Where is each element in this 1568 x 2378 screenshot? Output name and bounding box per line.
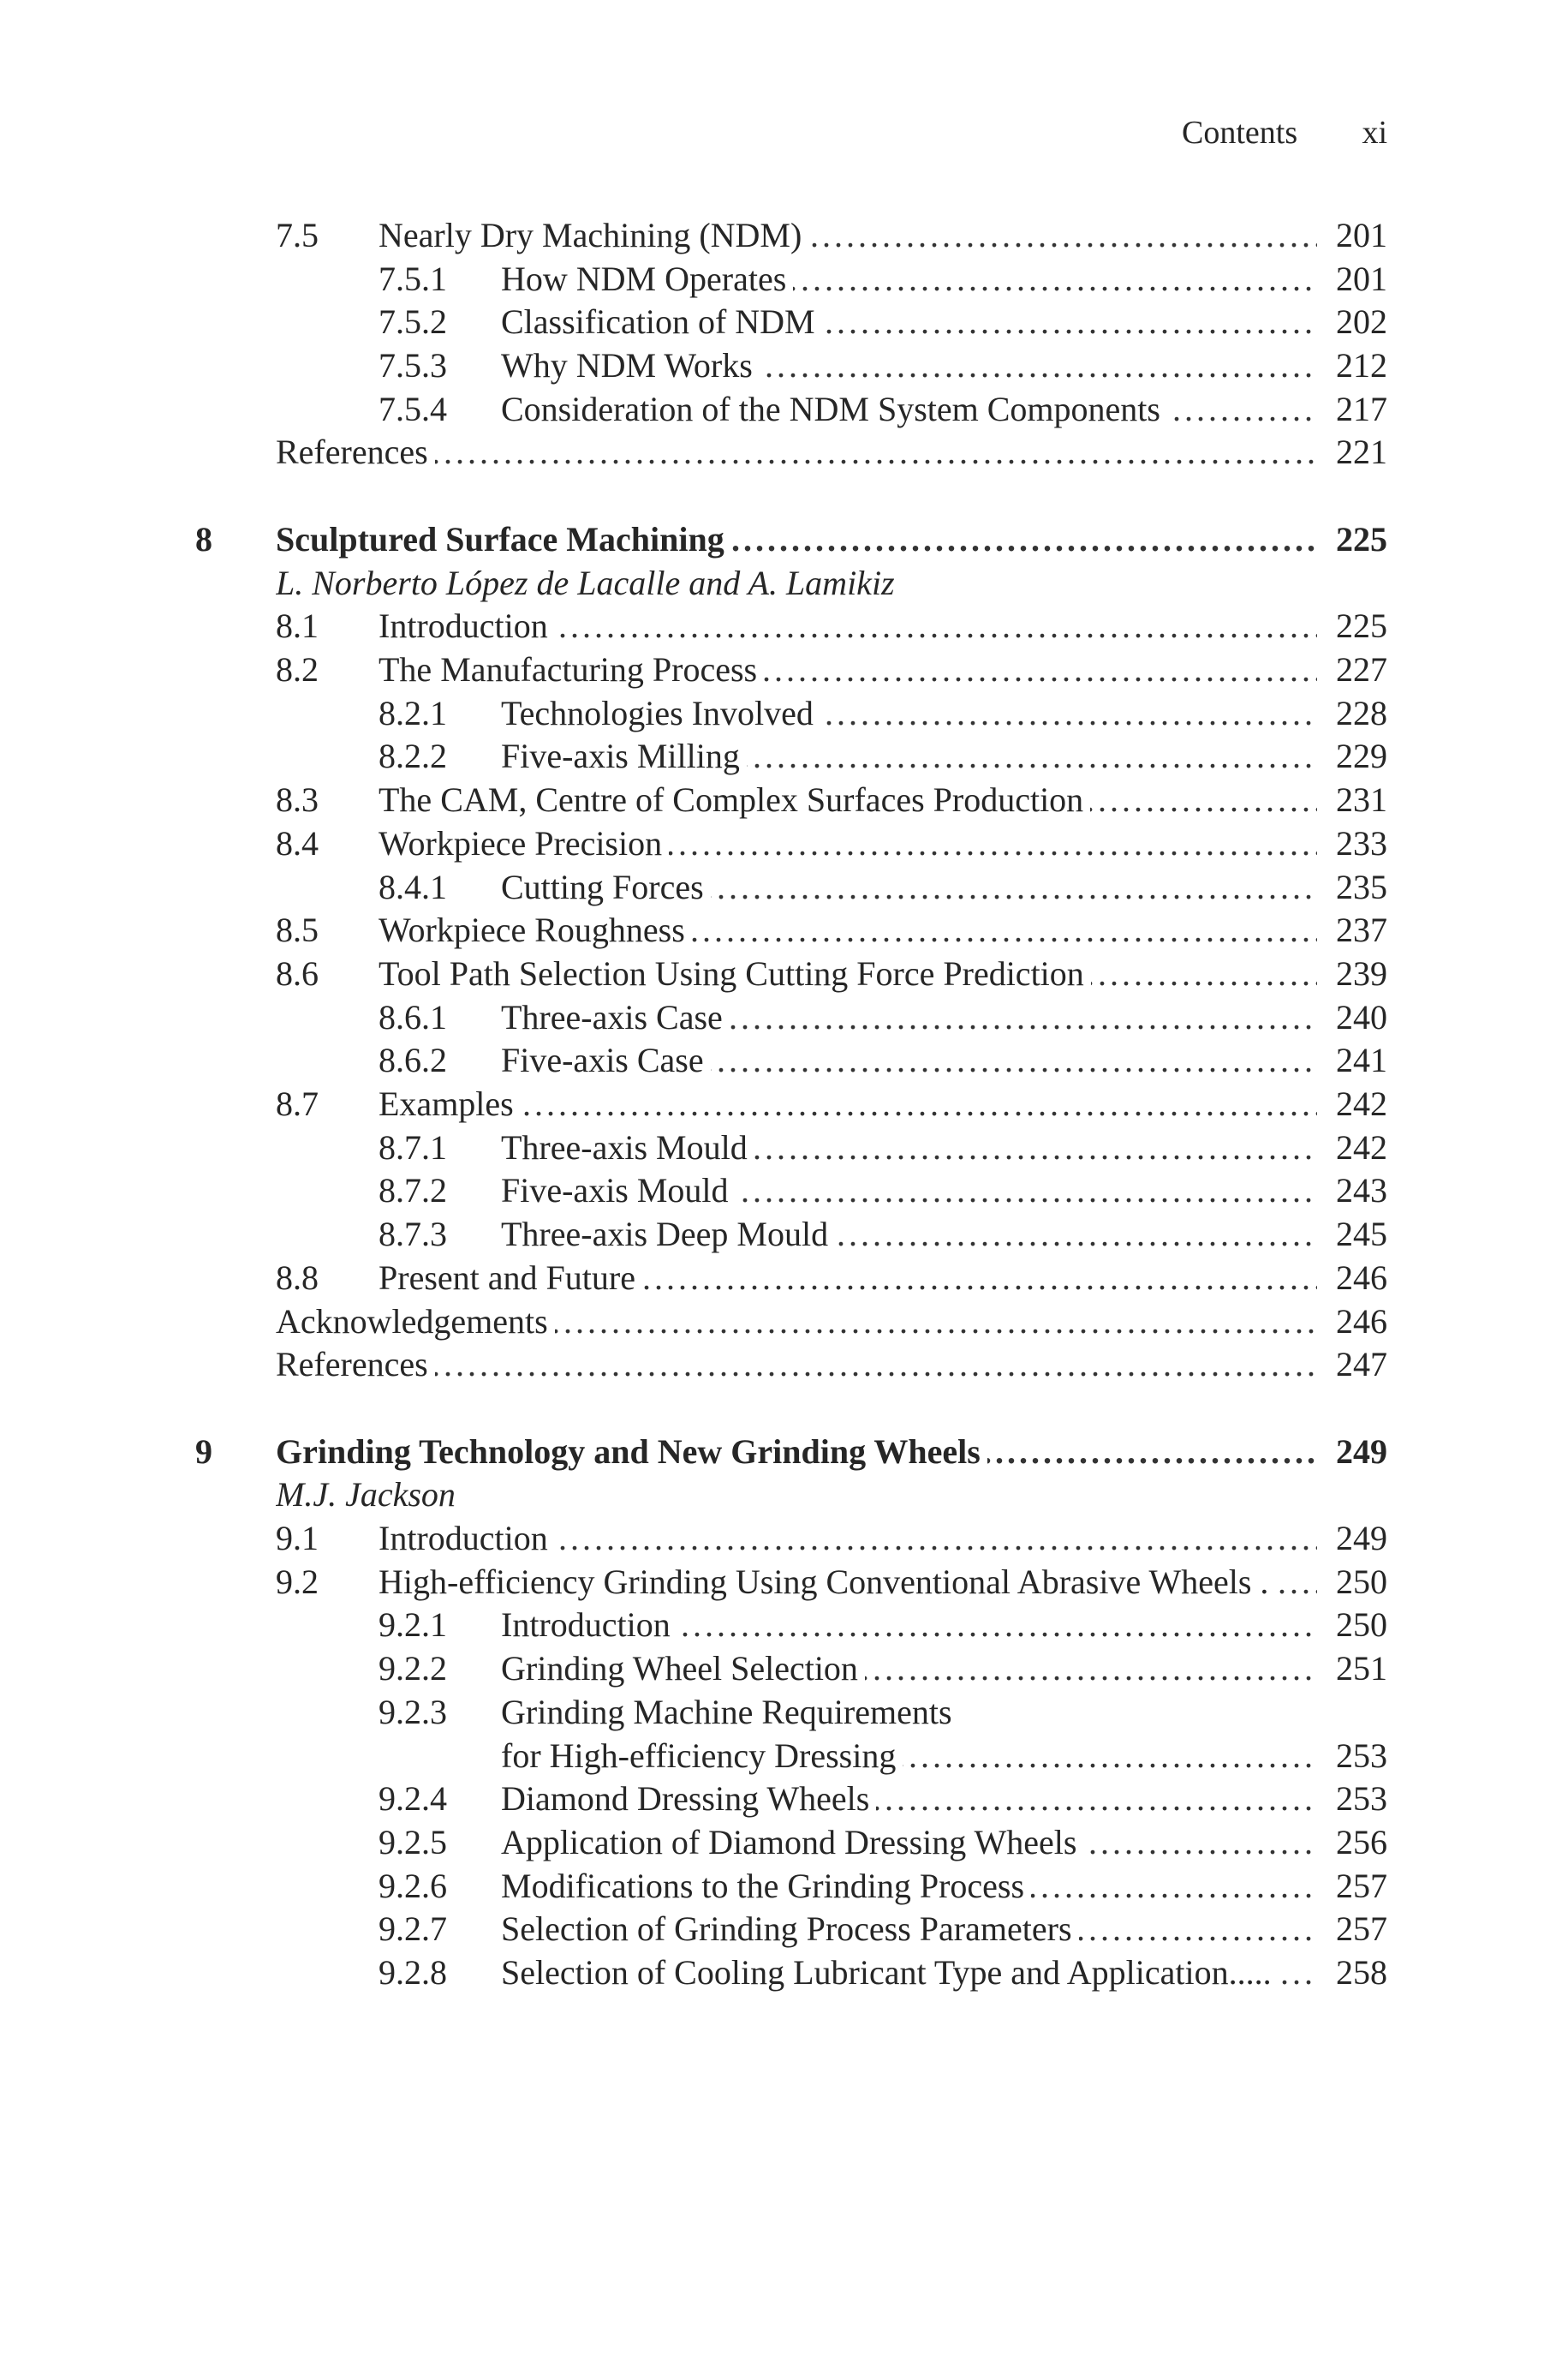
toc-entry-page-number: 212 — [1336, 346, 1387, 385]
toc-entry-number: 8.7.1 — [379, 1128, 447, 1167]
toc-entry — [0, 344, 1568, 387]
toc-entry-title — [276, 1343, 1317, 1386]
toc-entry-number: 9.2.4 — [379, 1779, 447, 1818]
toc-entry — [0, 866, 1568, 909]
toc-entry-title-text: The Manufacturing Process — [379, 650, 764, 689]
toc-entry-title — [276, 518, 1317, 561]
toc-entry-title-text: References — [276, 1345, 435, 1383]
toc-entry-number: 7.5.2 — [379, 302, 447, 341]
toc-entry-number: 8.6 — [276, 954, 319, 993]
toc-entry-title — [501, 1735, 1317, 1778]
toc-entry-page-number: 227 — [1336, 650, 1387, 689]
toc-entry-title-text: Sculptured Surface Machining — [276, 520, 731, 559]
toc-entry-title — [379, 1083, 1317, 1126]
toc-entry-title-text: Workpiece Roughness — [379, 911, 692, 949]
toc-entry-title — [501, 1169, 1317, 1212]
toc-entry-title-text: Diamond Dressing Wheels — [501, 1779, 876, 1818]
toc-entry-number: 8.7.3 — [379, 1215, 447, 1253]
toc-entry-title — [501, 1604, 1317, 1646]
toc-entry-number: 9.2.2 — [379, 1649, 447, 1688]
toc-entry-number: 8.7 — [276, 1084, 319, 1123]
toc-entry — [0, 301, 1568, 344]
toc-entry — [0, 1778, 1568, 1820]
toc-entry-page-number: 253 — [1336, 1736, 1387, 1775]
toc-entry-page-number: 258 — [1336, 1953, 1387, 1992]
toc-entry-page-number: 246 — [1336, 1258, 1387, 1297]
toc-entry-title-text: L. Norberto López de Lacalle and A. Lamikiz — [276, 564, 902, 602]
toc-entry-number: 8.7.2 — [379, 1171, 447, 1210]
toc-entry-title-text: Why NDM Works — [501, 346, 760, 385]
toc-entry-title-text: Cutting Forces — [501, 868, 711, 906]
toc-entry-page-number: 241 — [1336, 1041, 1387, 1079]
toc-entry-title-text: Nearly Dry Machining (NDM) — [379, 216, 808, 254]
toc-entry-title-text: Introduction — [379, 1519, 555, 1557]
toc-entry-page-number: 201 — [1336, 260, 1387, 298]
toc-entry-number: 9.2 — [276, 1562, 319, 1601]
toc-entry-title-text: Grinding Machine Requirements — [501, 1693, 959, 1731]
toc-entry-title-text: Three-axis Deep Mould — [501, 1215, 835, 1253]
toc-entry — [0, 735, 1568, 778]
toc-entry-number: 8 — [195, 520, 212, 559]
toc-entry-title — [276, 1473, 1317, 1516]
toc-entry-number: 9.2.8 — [379, 1953, 447, 1992]
toc-entry-title-text: Technologies Involved — [501, 694, 820, 732]
toc-entry-page-number: 245 — [1336, 1215, 1387, 1253]
toc-entry-title — [501, 344, 1317, 387]
toc-entry — [0, 1169, 1568, 1212]
running-header — [1182, 114, 1387, 157]
running-header-page-number: xi — [1362, 115, 1387, 151]
toc-entry-title-text: Classification of NDM — [501, 302, 822, 341]
toc-entry-title-text: Five-axis Mould — [501, 1171, 736, 1210]
toc-entry-page-number: 229 — [1336, 737, 1387, 775]
toc-entry-page-number: 242 — [1336, 1128, 1387, 1167]
toc-entry-title-text: M.J. Jackson — [276, 1475, 462, 1514]
toc-entry-number: 9.1 — [276, 1519, 319, 1557]
toc-entry-title-text: Introduction — [379, 606, 555, 645]
toc-entry-page-number: 225 — [1336, 606, 1387, 645]
toc-entry — [0, 1647, 1568, 1690]
toc-entry — [0, 1300, 1568, 1343]
toc-entry-number: 9.2.7 — [379, 1909, 447, 1948]
toc-entry-number: 9.2.3 — [379, 1693, 447, 1731]
toc-entry-page-number: 246 — [1336, 1302, 1387, 1341]
toc-entry-number: 9.2.1 — [379, 1605, 447, 1644]
toc-entry-page-number: 237 — [1336, 911, 1387, 949]
running-header-title: Contents — [1182, 115, 1298, 151]
toc-entry-title — [379, 605, 1317, 648]
toc-entry-page-number: 249 — [1336, 1432, 1387, 1471]
toc-entry-title — [276, 1431, 1317, 1473]
toc-entry-number: 7.5 — [276, 216, 319, 254]
toc-entry-title — [379, 779, 1317, 822]
toc-entry-title-text: High-efficiency Grinding Using Conventional Abrasive Wheels . — [379, 1562, 1275, 1601]
toc-entry-number: 7.5.1 — [379, 260, 447, 298]
toc-entry-title — [379, 1561, 1317, 1604]
toc-entry-title-text: Five-axis Milling — [501, 737, 747, 775]
toc-entry — [0, 1735, 1568, 1778]
toc-entry-title-text: Acknowledgements — [276, 1302, 555, 1341]
toc-entry-page-number: 201 — [1336, 216, 1387, 254]
toc-entry-title — [501, 692, 1317, 735]
toc-entry-title — [501, 1039, 1317, 1082]
toc-entry-number: 8.6.2 — [379, 1041, 447, 1079]
toc-entry-page-number: 231 — [1336, 780, 1387, 819]
toc-entry-title-text: for High-efficiency Dressing — [501, 1736, 903, 1775]
toc-entry-page-number: 239 — [1336, 954, 1387, 993]
toc-entry-number: 9.2.6 — [379, 1867, 447, 1905]
toc-entry-number: 8.1 — [276, 606, 319, 645]
toc-entry-title-text: Three-axis Case — [501, 998, 730, 1037]
toc-entry-title-text: Three-axis Mould — [501, 1128, 754, 1167]
toc-entry-number: 8.2.1 — [379, 694, 447, 732]
toc-entry — [0, 1213, 1568, 1256]
toc-entry-page-number: 233 — [1336, 824, 1387, 863]
toc-entry — [0, 1865, 1568, 1908]
toc-entry-page-number: 257 — [1336, 1867, 1387, 1905]
toc-entry-page-number: 250 — [1336, 1605, 1387, 1644]
toc-entry-title-text: Modifications to the Grinding Process — [501, 1867, 1031, 1905]
toc-entry-page-number: 221 — [1336, 433, 1387, 471]
toc-entry-title — [501, 1691, 1317, 1734]
toc-entry — [0, 431, 1568, 474]
toc-entry — [0, 1083, 1568, 1126]
toc-entry-title-text: Present and Future — [379, 1258, 642, 1297]
toc-entry-title — [501, 735, 1317, 778]
toc-entry — [0, 1561, 1568, 1604]
toc-entry-number: 8.2.2 — [379, 737, 447, 775]
toc-entry — [0, 953, 1568, 995]
toc-entry-page-number: 253 — [1336, 1779, 1387, 1818]
toc-entry — [0, 648, 1568, 691]
toc-entry — [0, 214, 1568, 257]
toc-entry-page-number: 235 — [1336, 868, 1387, 906]
toc-entry — [0, 822, 1568, 865]
toc-entry — [0, 258, 1568, 301]
toc-entry-title — [379, 822, 1317, 865]
toc-entry-number: 7.5.3 — [379, 346, 447, 385]
toc-entry-number: 8.8 — [276, 1258, 319, 1297]
toc-entry-title — [379, 1257, 1317, 1300]
toc-entry-title-text: Tool Path Selection Using Cutting Force Prediction — [379, 954, 1091, 993]
toc-entry-title-text: Selection of Grinding Process Parameters — [501, 1909, 1079, 1948]
toc-entry-title — [501, 866, 1317, 909]
toc-entry — [0, 605, 1568, 648]
toc-entry-number: 8.4 — [276, 824, 319, 863]
toc-entry-title — [501, 996, 1317, 1039]
toc-entry-title-text: How NDM Operates — [501, 260, 793, 298]
toc-entry — [0, 388, 1568, 431]
toc-entry-page-number: 243 — [1336, 1171, 1387, 1210]
toc-entry — [0, 1126, 1568, 1169]
toc-entry-title-text: The CAM, Centre of Complex Surfaces Production — [379, 780, 1090, 819]
toc-entry — [0, 1821, 1568, 1864]
toc-chapter-entry — [0, 1431, 1568, 1473]
toc-entry-number: 7.5.4 — [379, 390, 447, 428]
toc-entry-title — [501, 1865, 1317, 1908]
toc-entry-number: 8.5 — [276, 911, 319, 949]
toc-entry-title — [276, 562, 1317, 605]
toc-entry-title-text: Introduction — [501, 1605, 677, 1644]
toc-entry-page-number: 249 — [1336, 1519, 1387, 1557]
toc-entry-title-text: Examples — [379, 1084, 521, 1123]
toc-entry-title-text: Grinding Wheel Selection — [501, 1649, 865, 1688]
toc-entry-number: 8.3 — [276, 780, 319, 819]
toc-entry-title — [379, 909, 1317, 952]
toc-entry-title — [501, 1126, 1317, 1169]
toc-entry-title — [379, 214, 1317, 257]
toc-entry-number: 9 — [195, 1432, 212, 1471]
toc-entry-title — [501, 1908, 1317, 1951]
toc-entry-title-text: Consideration of the NDM System Components — [501, 390, 1167, 428]
toc-entry — [0, 996, 1568, 1039]
toc-entry-page-number: 228 — [1336, 694, 1387, 732]
toc-entry — [0, 1039, 1568, 1082]
toc-entry — [0, 1343, 1568, 1386]
toc-entry — [0, 1908, 1568, 1951]
toc-entry-title — [501, 301, 1317, 344]
toc-entry-title — [501, 1213, 1317, 1256]
toc-entry-title — [501, 1778, 1317, 1820]
toc-entry-title — [379, 953, 1317, 995]
toc-entry-page-number: 256 — [1336, 1823, 1387, 1861]
toc-entry-title — [379, 1517, 1317, 1560]
toc-entry-number: 8.2 — [276, 650, 319, 689]
toc-entry-page-number: 225 — [1336, 520, 1387, 559]
toc-chapter-entry — [0, 518, 1568, 561]
toc-entry-title — [501, 388, 1317, 431]
toc-entry-title-text: Workpiece Precision — [379, 824, 669, 863]
toc-entry — [0, 1691, 1568, 1734]
toc-entry-title — [501, 258, 1317, 301]
toc-entry-title — [276, 1300, 1317, 1343]
toc-entry-title-text: References — [276, 433, 435, 471]
toc-entry-number: 8.6.1 — [379, 998, 447, 1037]
toc-entry — [0, 1257, 1568, 1300]
toc-entry — [0, 1517, 1568, 1560]
toc-entry-title — [501, 1951, 1317, 1994]
toc-entry-page-number: 240 — [1336, 998, 1387, 1037]
toc-entry-page-number: 251 — [1336, 1649, 1387, 1688]
toc-entry-page-number: 247 — [1336, 1345, 1387, 1383]
toc-entry-page-number: 257 — [1336, 1909, 1387, 1948]
toc-entry-number: 8.4.1 — [379, 868, 447, 906]
toc-entry-title-text: Five-axis Case — [501, 1041, 711, 1079]
toc-entry-title — [379, 648, 1317, 691]
toc-author-line — [0, 1473, 1568, 1516]
toc-entry-title-text: Grinding Technology and New Grinding Wheels — [276, 1432, 987, 1471]
toc-entry-title — [501, 1647, 1317, 1690]
toc-entry — [0, 692, 1568, 735]
toc-entry-title-text: Application of Diamond Dressing Wheels — [501, 1823, 1083, 1861]
toc-entry-title — [501, 1821, 1317, 1864]
toc-entry — [0, 1951, 1568, 1994]
toc-author-line — [0, 562, 1568, 605]
toc-entry — [0, 909, 1568, 952]
toc-entry-title — [276, 431, 1317, 474]
toc-entry — [0, 1604, 1568, 1646]
toc-entry-title-text: Selection of Cooling Lubricant Type and Application..... — [501, 1953, 1279, 1992]
toc-entry-page-number: 242 — [1336, 1084, 1387, 1123]
toc-entry-page-number: 250 — [1336, 1562, 1387, 1601]
toc-entry-page-number: 202 — [1336, 302, 1387, 341]
toc-entry-number: 9.2.5 — [379, 1823, 447, 1861]
toc-entry — [0, 779, 1568, 822]
toc-entry-page-number: 217 — [1336, 390, 1387, 428]
